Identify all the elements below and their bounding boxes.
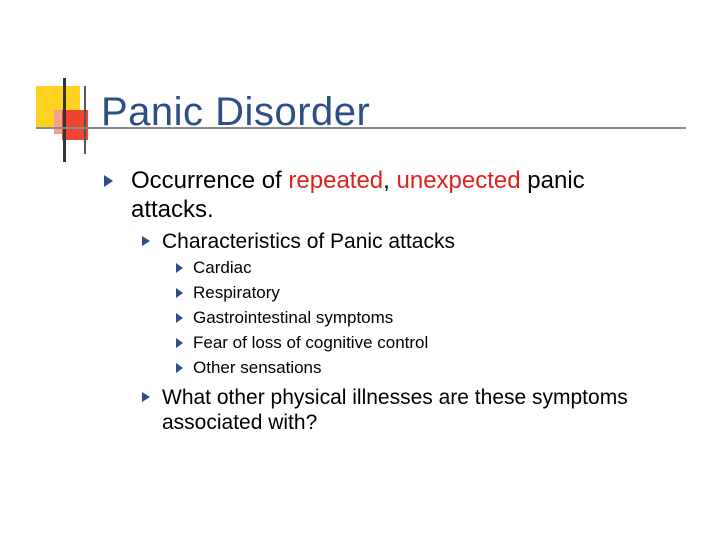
bullet-1-line-1 — [131, 166, 585, 196]
sub-bullet-characteristics: Characteristics of Panic attacks — [162, 230, 455, 253]
bullet-icon — [176, 338, 183, 348]
bullet-1-prefix: Occurrence of — [131, 167, 289, 194]
emphasis-repeated: repeated — [288, 167, 384, 194]
bullet-icon — [104, 175, 113, 187]
slide-title: Panic Disorder — [101, 90, 371, 134]
bullet-icon — [142, 236, 150, 246]
bullet-1-line-2: attacks. — [131, 196, 214, 223]
bullet-icon — [176, 313, 183, 323]
bullet-1-separator: , — [383, 167, 397, 194]
bullet-icon — [142, 392, 150, 402]
vertical-rule-decoration-2 — [84, 86, 86, 154]
bullet-icon — [176, 288, 183, 298]
sub-bullet-question-line-2: associated with? — [162, 411, 318, 434]
vertical-rule-decoration — [63, 78, 66, 162]
list-item: Fear of loss of cognitive control — [193, 333, 429, 352]
emphasis-unexpected: unexpected — [396, 167, 521, 194]
bullet-icon — [176, 363, 183, 373]
list-item: Respiratory — [193, 283, 280, 302]
list-item: Cardiac — [193, 258, 252, 277]
bullet-icon — [176, 263, 183, 273]
list-item: Other sensations — [193, 358, 322, 377]
sub-bullet-question-line-1: What other physical illnesses are these symptoms — [162, 386, 628, 409]
list-item: Gastrointestinal symptoms — [193, 308, 394, 327]
bullet-1-suffix: panic — [520, 167, 585, 194]
